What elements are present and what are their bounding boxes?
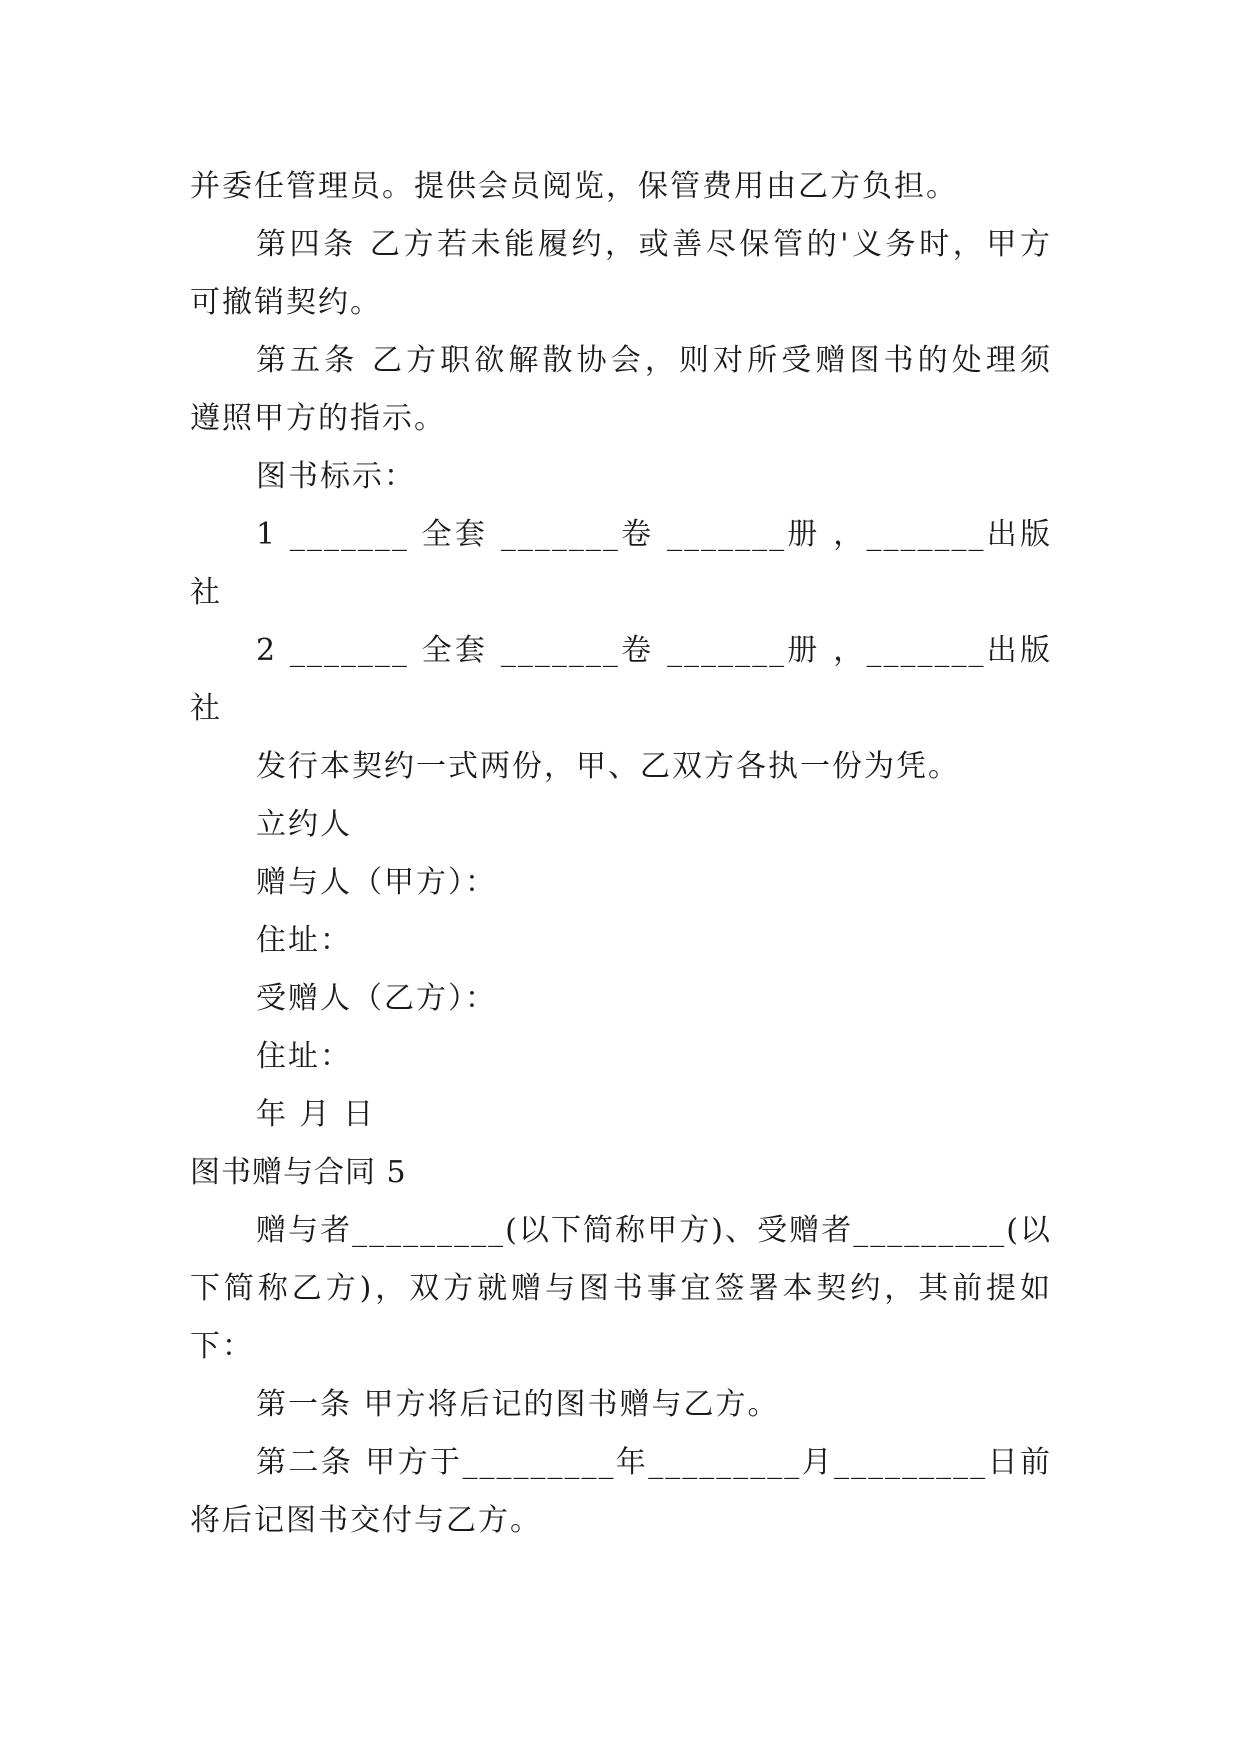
text-line: 赠与者_________(以下简称甲方)、受赠者_________(以 xyxy=(256,1213,1052,1248)
section-heading: 图书赠与合同 5 xyxy=(190,1155,407,1190)
text-line: 2 _______ 全套 _______卷 _______册 ，_______出版 xyxy=(256,633,1052,668)
text-line: 立约人 xyxy=(256,807,352,842)
text-line: 下： xyxy=(190,1329,254,1364)
text-line: 图书标示： xyxy=(256,459,416,494)
text-line: 并委任管理员。提供会员阅览，保管费用由乙方负担。 xyxy=(190,169,958,204)
text-line: 遵照甲方的指示。 xyxy=(190,401,446,436)
text-line: 住址： xyxy=(256,923,352,958)
text-line: 社 xyxy=(190,691,222,726)
text-line: 住址： xyxy=(256,1039,352,1074)
text-line: 发行本契约一式两份，甲、乙双方各执一份为凭。 xyxy=(256,749,960,784)
text-line: 第五条 乙方职欲解散协会，则对所受赠图书的处理须 xyxy=(256,343,1052,378)
text-line: 第二条 甲方于_________年_________月_________日前 xyxy=(256,1445,1052,1480)
text-line: 第一条 甲方将后记的图书赠与乙方。 xyxy=(256,1387,780,1422)
document-body xyxy=(190,158,1052,1550)
text-line: 年 月 日 xyxy=(256,1097,376,1132)
text-line: 受赠人（乙方）： xyxy=(256,981,497,1016)
text-line: 社 xyxy=(190,575,222,610)
text-line: 下简称乙方)，双方就赠与图书事宜签署本契约，其前提如 xyxy=(190,1271,1052,1306)
text-line: 第四条 乙方若未能履约，或善尽保管的'义务时，甲方 xyxy=(256,227,1052,262)
text-line: 1 _______ 全套 _______卷 _______册 ，_______出版 xyxy=(256,517,1052,552)
text-line: 可撤销契约。 xyxy=(190,285,382,320)
text-line: 将后记图书交付与乙方。 xyxy=(190,1503,542,1538)
text-line: 赠与人（甲方）： xyxy=(256,865,497,900)
